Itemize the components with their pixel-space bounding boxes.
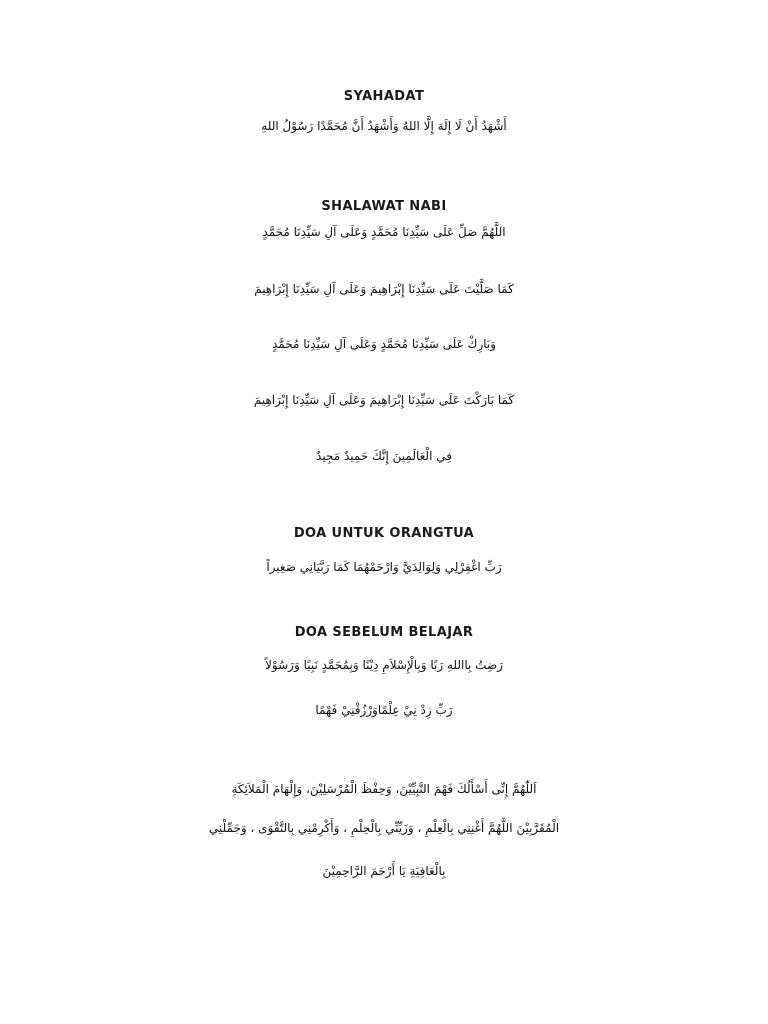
shalawat-line-3: وَبَارِكْ عَلَى سَيِّدِنَا مُحَمَّدٍ وَعَلَى آلِ سَيِّدِنَا مُحَمَّدٍ	[271, 337, 497, 351]
doa-belajar-line-3: اَللّٰهُمَّ إِنِّى أَسْأَلُكَ فَهْمَ النَّبِيِّيْنَ، وَحِفْظَ الْمُرْسَلِيْنَ، وَإِلْهَامَ الْمَلاَئِكَةِ	[231, 782, 537, 796]
shalawat-line-5: فِي الْعَالَمِينَ إِنَّكَ حَمِيدٌ مَجِيدٌ	[316, 449, 452, 463]
section-title-syahadat: SYAHADAT	[343, 89, 425, 104]
doa-orangtua-line-1: رَبِّ اغْفِرْلِي وَلِوَالِدَيَّ وَارْحَمْهُمَا كَمَا رَبَّيَانِي صَغِيراً	[266, 560, 502, 574]
section-title-doa-untuk-orangtua: DOA UNTUK ORANGTUA	[293, 526, 475, 541]
shalawat-line-4: كَمَا بَارَكْتَ عَلَى سَيِّدِنَا إِبْرَاهِيمَ وَعَلَى آلِ سَيِّدِنَا إِبْرَاهِيمَ	[253, 393, 515, 407]
syahadat-line-1: أَشْهَدُ أَنْ لَا إِلَهَ إِلَّا اللهُ وَأَشْهَدُ أَنَّ مُحَمَّدًا رَسُوْلُ اللهِ	[261, 119, 507, 133]
doa-belajar-line-4: الْمُقَرَّبِيْنَ اللَّهُمَّ أَغْنِنِي بِالْعِلْمِ ، وَزَيِّنِّي بِالْحِلْمِ ، وَأَكْرِمْنِي بِالتَّقْوَى ، وَجَمِّلْنِي	[208, 821, 560, 835]
section-title-doa-sebelum-belajar: DOA SEBELUM BELAJAR	[294, 625, 474, 640]
shalawat-line-2: كَمَا صَلَّيْتَ عَلَى سَيِّدِنَا إِبْرَاهِيمَ وَعَلَى آلِ سَيِّدِنَا إِبْرَاهِيمَ	[254, 282, 514, 296]
doa-belajar-line-2: رَبِّ زِدْ نِيْ عِلْمًاوَرْزُقْنِيْ فَهْمًا	[315, 703, 453, 717]
shalawat-line-1: اللَّهُمَّ صَلِّ عَلَى سَيِّدِنَا مُحَمَّدٍ وَعَلَى آلِ سَيِّدِنَا مُحَمَّدٍ	[262, 225, 506, 239]
doa-belajar-line-1: رَضِتُ بِااللهِ رَبًا وَبِالْإِسْلاَمِ دِيْنًا وَبِمُحَمَّدٍ نَبِيًا وَرَسُوْلاً	[265, 658, 503, 672]
section-title-shalawat-nabi: SHALAWAT NABI	[321, 199, 447, 214]
doa-belajar-line-5: بِالْعَافِيَةِ يَا أَرْحَمَ الرَّاحِمِيْنَ	[322, 864, 446, 878]
